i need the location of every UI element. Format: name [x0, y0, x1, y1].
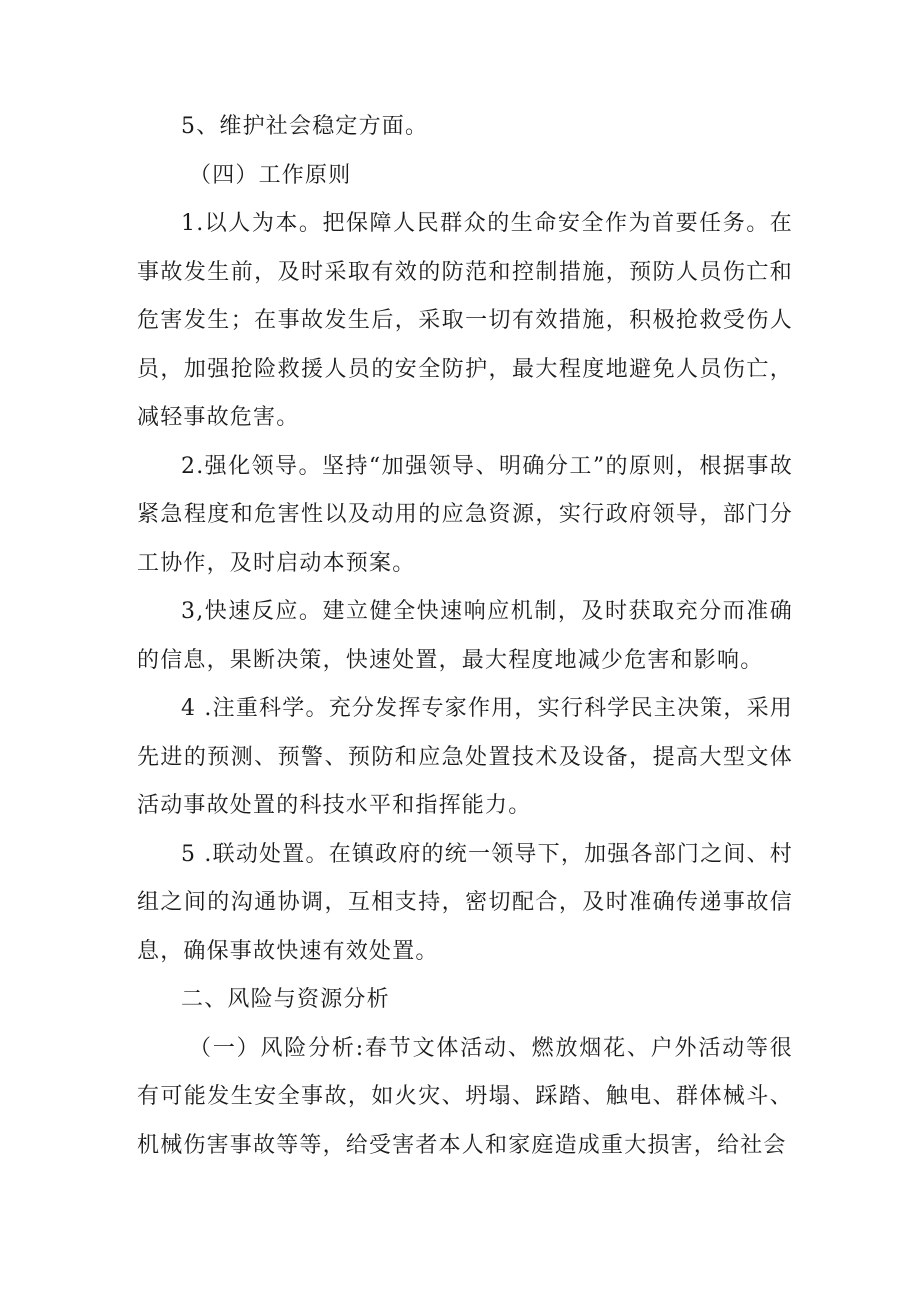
document-body	[137, 103, 793, 1170]
section-heading-risk-resource-analysis: 二、风险与资源分析	[181, 987, 390, 1012]
paragraph-science-based: 4 .注重科学。充分发挥专家作用，实行科学民主决策，采用先进的预测、预警、预防和应急处置技术及设备，提高大型文体活动事故处置的科技水平和指挥能力。	[137, 696, 793, 818]
paragraph-risk-analysis: （一）风险分析:春节文体活动、燃放烟花、户外活动等很有可能发生安全事故，如火灾、坍塌、踩踏、触电、群体械斗、机械伤害事故等等，给受害者本人和家庭造成重大损害，给社会	[137, 1035, 793, 1158]
section-heading-work-principles: （四）工作原则	[189, 162, 352, 188]
paragraph-maintain-stability: 5、维护社会稳定方面。	[181, 114, 429, 139]
paragraph-coordinated-handling: 5 .联动处置。在镇政府的统一领导下，加强各部门之间、村组之间的沟通协调，互相支持，密切配合，及时准确传递事故信息，确保事故快速有效处置。	[137, 841, 793, 964]
paragraph-people-oriented: 1.以人为本。把保障人民群众的生命安全作为首要任务。在事故发生前，及时采取有效的防范和控制措施，预防人员伤亡和危害发生；在事故发生后，采取一切有效措施，积极抢救受伤人员，加强抢险救援人员的安全防护，最大程度地避免人员伤亡，减轻事故危害。	[137, 211, 793, 430]
paragraph-strengthen-leadership: 2.强化领导。坚持“加强领导、明确分工”的原则，根据事故紧急程度和危害性以及动用的应急资源，实行政府领导，部门分工协作，及时启动本预案。	[137, 453, 793, 576]
paragraph-rapid-response: 3,快速反应。建立健全快速响应机制，及时获取充分而准确的信息，果断决策，快速处置，最大程度地减少危害和影响。	[137, 599, 793, 673]
